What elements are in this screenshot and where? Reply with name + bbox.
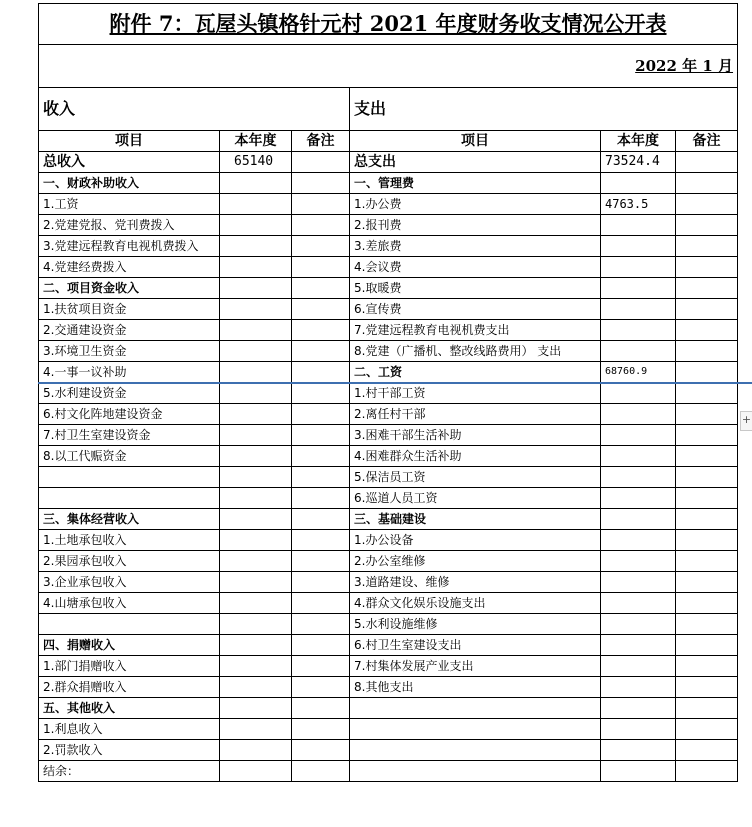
expense-item: 5.取暖费 — [350, 278, 601, 299]
expense-amount — [601, 299, 676, 320]
expense-item: 4.困难群众生活补助 — [350, 446, 601, 467]
income-remark-header: 备注 — [292, 131, 350, 152]
table-title-cell — [39, 4, 738, 45]
income-amount — [220, 467, 292, 488]
expense-remark — [676, 698, 738, 719]
table-row — [39, 530, 738, 551]
expense-item: 2.报刊费 — [350, 215, 601, 236]
expense-amount — [601, 467, 676, 488]
income-amount — [220, 509, 292, 530]
income-item: 一、财政补助收入 — [39, 173, 220, 194]
total-income-label: 总收入 — [39, 152, 220, 173]
table-row — [39, 677, 738, 698]
expense-item: 2.办公室维修 — [350, 551, 601, 572]
income-remark — [292, 299, 350, 320]
income-item: 结余： — [39, 761, 220, 782]
column-header-row — [39, 131, 738, 152]
income-remark — [292, 404, 350, 425]
income-amount — [220, 614, 292, 635]
income-amount — [220, 362, 292, 383]
table-row — [39, 173, 738, 194]
totals-row — [39, 152, 738, 173]
table-row — [39, 614, 738, 635]
expense-item — [350, 719, 601, 740]
table-row — [39, 404, 738, 425]
income-amount — [220, 257, 292, 278]
income-remark — [292, 320, 350, 341]
income-remark — [292, 614, 350, 635]
table-row — [39, 740, 738, 761]
income-amount — [220, 572, 292, 593]
expense-remark — [676, 194, 738, 215]
total-income-remark — [292, 152, 350, 173]
expense-amount — [601, 257, 676, 278]
income-remark — [292, 467, 350, 488]
income-item: 6.村文化阵地建设资金 — [39, 404, 220, 425]
income-item: 8.以工代赈资金 — [39, 446, 220, 467]
income-amount — [220, 215, 292, 236]
income-item: 4.一事一议补助 — [39, 362, 220, 383]
total-income-value: 65140 — [220, 152, 292, 173]
expense-remark — [676, 509, 738, 530]
table-row — [39, 446, 738, 467]
table-row — [39, 761, 738, 782]
expense-remark — [676, 362, 738, 383]
total-expense-remark — [676, 152, 738, 173]
income-remark — [292, 383, 350, 404]
income-remark — [292, 530, 350, 551]
expense-amount — [601, 761, 676, 782]
expense-amount — [601, 509, 676, 530]
income-heading: 收入 — [39, 88, 350, 131]
income-remark — [292, 194, 350, 215]
expense-remark — [676, 740, 738, 761]
income-remark — [292, 740, 350, 761]
income-item-header: 项目 — [39, 131, 220, 152]
expense-item: 7.村集体发展产业支出 — [350, 656, 601, 677]
expense-amount — [601, 593, 676, 614]
expense-remark — [676, 341, 738, 362]
table-row — [39, 194, 738, 215]
expense-amount — [601, 656, 676, 677]
expense-remark — [676, 404, 738, 425]
expense-remark — [676, 425, 738, 446]
expense-amount — [601, 635, 676, 656]
income-remark — [292, 656, 350, 677]
income-amount — [220, 404, 292, 425]
expense-remark — [676, 488, 738, 509]
table-row — [39, 425, 738, 446]
expense-amount — [601, 236, 676, 257]
expense-amount — [601, 425, 676, 446]
expense-item: 1.村干部工资 — [350, 383, 601, 404]
income-remark — [292, 635, 350, 656]
income-item: 1.土地承包收入 — [39, 530, 220, 551]
table-row — [39, 635, 738, 656]
expense-remark — [676, 173, 738, 194]
expense-item: 一、管理费 — [350, 173, 601, 194]
expense-remark — [676, 215, 738, 236]
income-remark — [292, 236, 350, 257]
income-amount — [220, 530, 292, 551]
expense-item: 6.宣传费 — [350, 299, 601, 320]
income-item: 1.部门捐赠收入 — [39, 656, 220, 677]
expense-amount: 4763.5 — [601, 194, 676, 215]
income-remark — [292, 551, 350, 572]
expense-amount — [601, 572, 676, 593]
expense-amount — [601, 446, 676, 467]
expense-remark — [676, 299, 738, 320]
income-remark — [292, 698, 350, 719]
table-row — [39, 509, 738, 530]
income-remark — [292, 719, 350, 740]
income-amount — [220, 320, 292, 341]
income-item: 2.交通建设资金 — [39, 320, 220, 341]
expense-item: 6.村卫生室建设支出 — [350, 635, 601, 656]
expense-item: 1.办公费 — [350, 194, 601, 215]
income-item: 五、其他收入 — [39, 698, 220, 719]
expense-item: 3.困难干部生活补助 — [350, 425, 601, 446]
income-item: 5.水利建设资金 — [39, 383, 220, 404]
expense-item: 三、基础建设 — [350, 509, 601, 530]
expense-item — [350, 740, 601, 761]
table-row — [39, 320, 738, 341]
expense-amount — [601, 320, 676, 341]
table-row — [39, 299, 738, 320]
income-amount — [220, 194, 292, 215]
expense-remark — [676, 614, 738, 635]
income-amount — [220, 593, 292, 614]
expense-item: 4.会议费 — [350, 257, 601, 278]
income-item: 3.企业承包收入 — [39, 572, 220, 593]
table-row — [39, 467, 738, 488]
expense-remark — [676, 677, 738, 698]
expense-amount — [601, 719, 676, 740]
add-row-plus-icon[interactable]: + — [740, 411, 752, 431]
table-row — [39, 698, 738, 719]
income-year-header: 本年度 — [220, 131, 292, 152]
expense-item: 5.水利设施维修 — [350, 614, 601, 635]
income-amount — [220, 677, 292, 698]
expense-remark — [676, 257, 738, 278]
income-remark — [292, 278, 350, 299]
expense-item: 3.道路建设、维修 — [350, 572, 601, 593]
income-remark — [292, 215, 350, 236]
left-gutter — [0, 0, 38, 827]
income-item: 1.工资 — [39, 194, 220, 215]
expense-item: 3.差旅费 — [350, 236, 601, 257]
table-row — [39, 341, 738, 362]
finance-table — [38, 3, 738, 782]
income-remark — [292, 362, 350, 383]
expense-remark — [676, 551, 738, 572]
page-title: 附件 7：瓦屋头镇格针元村 2021 年度财务收支情况公开表 — [109, 11, 667, 36]
expense-remark — [676, 530, 738, 551]
income-amount — [220, 299, 292, 320]
table-row — [39, 488, 738, 509]
report-date: 2022 年 1 月 — [635, 57, 734, 75]
expense-remark — [676, 593, 738, 614]
income-remark — [292, 488, 350, 509]
income-item: 2.罚款收入 — [39, 740, 220, 761]
table-row — [39, 572, 738, 593]
expense-amount — [601, 698, 676, 719]
expense-remark — [676, 656, 738, 677]
expense-amount: 68760.9 — [601, 362, 676, 383]
expense-amount — [601, 341, 676, 362]
income-amount — [220, 761, 292, 782]
income-amount — [220, 488, 292, 509]
expense-amount — [601, 677, 676, 698]
income-amount — [220, 236, 292, 257]
expense-year-header: 本年度 — [601, 131, 676, 152]
expense-remark — [676, 278, 738, 299]
income-amount — [220, 173, 292, 194]
income-remark — [292, 509, 350, 530]
expense-amount — [601, 551, 676, 572]
income-item — [39, 614, 220, 635]
expense-item: 7.党建远程教育电视机费支出 — [350, 320, 601, 341]
income-amount — [220, 635, 292, 656]
income-item: 3.环境卫生资金 — [39, 341, 220, 362]
expense-remark — [676, 635, 738, 656]
expense-item: 二、工资 — [350, 362, 601, 383]
expense-item: 1.办公设备 — [350, 530, 601, 551]
expense-item: 8.党建（广播机、整改线路费用） 支出 — [350, 341, 601, 362]
income-item: 2.果园承包收入 — [39, 551, 220, 572]
expense-item: 8.其他支出 — [350, 677, 601, 698]
expense-remark — [676, 446, 738, 467]
income-remark — [292, 761, 350, 782]
income-remark — [292, 257, 350, 278]
income-amount — [220, 719, 292, 740]
income-item: 2.群众捐赠收入 — [39, 677, 220, 698]
date-cell — [39, 45, 738, 88]
income-item — [39, 467, 220, 488]
income-amount — [220, 383, 292, 404]
income-item: 3.党建远程教育电视机费拨入 — [39, 236, 220, 257]
expense-remark — [676, 719, 738, 740]
expense-item: 6.巡道人员工资 — [350, 488, 601, 509]
income-amount — [220, 656, 292, 677]
income-remark — [292, 173, 350, 194]
income-item: 4.山塘承包收入 — [39, 593, 220, 614]
income-item: 四、捐赠收入 — [39, 635, 220, 656]
income-remark — [292, 593, 350, 614]
income-amount — [220, 425, 292, 446]
expense-item — [350, 761, 601, 782]
expense-amount — [601, 530, 676, 551]
income-item: 二、项目资金收入 — [39, 278, 220, 299]
table-row — [39, 215, 738, 236]
table-row — [39, 257, 738, 278]
expense-remark-header: 备注 — [676, 131, 738, 152]
income-amount — [220, 278, 292, 299]
expense-amount — [601, 215, 676, 236]
expense-heading: 支出 — [350, 88, 738, 131]
income-amount — [220, 341, 292, 362]
income-remark — [292, 677, 350, 698]
income-item: 2.党建党报、党刊费拨入 — [39, 215, 220, 236]
total-expense-label: 总支出 — [350, 152, 601, 173]
table-row — [39, 551, 738, 572]
table-row — [39, 278, 738, 299]
expense-amount — [601, 383, 676, 404]
expense-remark — [676, 236, 738, 257]
table-row — [39, 719, 738, 740]
expense-remark — [676, 320, 738, 341]
expense-amount — [601, 404, 676, 425]
expense-item — [350, 698, 601, 719]
expense-item: 5.保洁员工资 — [350, 467, 601, 488]
table-row — [39, 362, 738, 383]
expense-item: 2.离任村干部 — [350, 404, 601, 425]
expense-remark — [676, 383, 738, 404]
income-item: 三、集体经营收入 — [39, 509, 220, 530]
row-selection-divider — [38, 382, 752, 384]
expense-amount — [601, 488, 676, 509]
expense-item: 4.群众文化娱乐设施支出 — [350, 593, 601, 614]
table-row — [39, 236, 738, 257]
income-amount — [220, 551, 292, 572]
income-item: 1.利息收入 — [39, 719, 220, 740]
expense-amount — [601, 278, 676, 299]
table-row — [39, 656, 738, 677]
income-item: 1.扶贫项目资金 — [39, 299, 220, 320]
income-item: 4.党建经费拨入 — [39, 257, 220, 278]
income-amount — [220, 740, 292, 761]
table-row — [39, 593, 738, 614]
expense-remark — [676, 572, 738, 593]
expense-amount — [601, 173, 676, 194]
table-row — [39, 383, 738, 404]
income-amount — [220, 446, 292, 467]
expense-amount — [601, 614, 676, 635]
expense-item-header: 项目 — [350, 131, 601, 152]
total-expense-value: 73524.4 — [601, 152, 676, 173]
income-item: 7.村卫生室建设资金 — [39, 425, 220, 446]
income-remark — [292, 572, 350, 593]
income-remark — [292, 425, 350, 446]
income-item — [39, 488, 220, 509]
expense-amount — [601, 740, 676, 761]
income-remark — [292, 341, 350, 362]
income-amount — [220, 698, 292, 719]
expense-remark — [676, 467, 738, 488]
income-remark — [292, 446, 350, 467]
expense-remark — [676, 761, 738, 782]
